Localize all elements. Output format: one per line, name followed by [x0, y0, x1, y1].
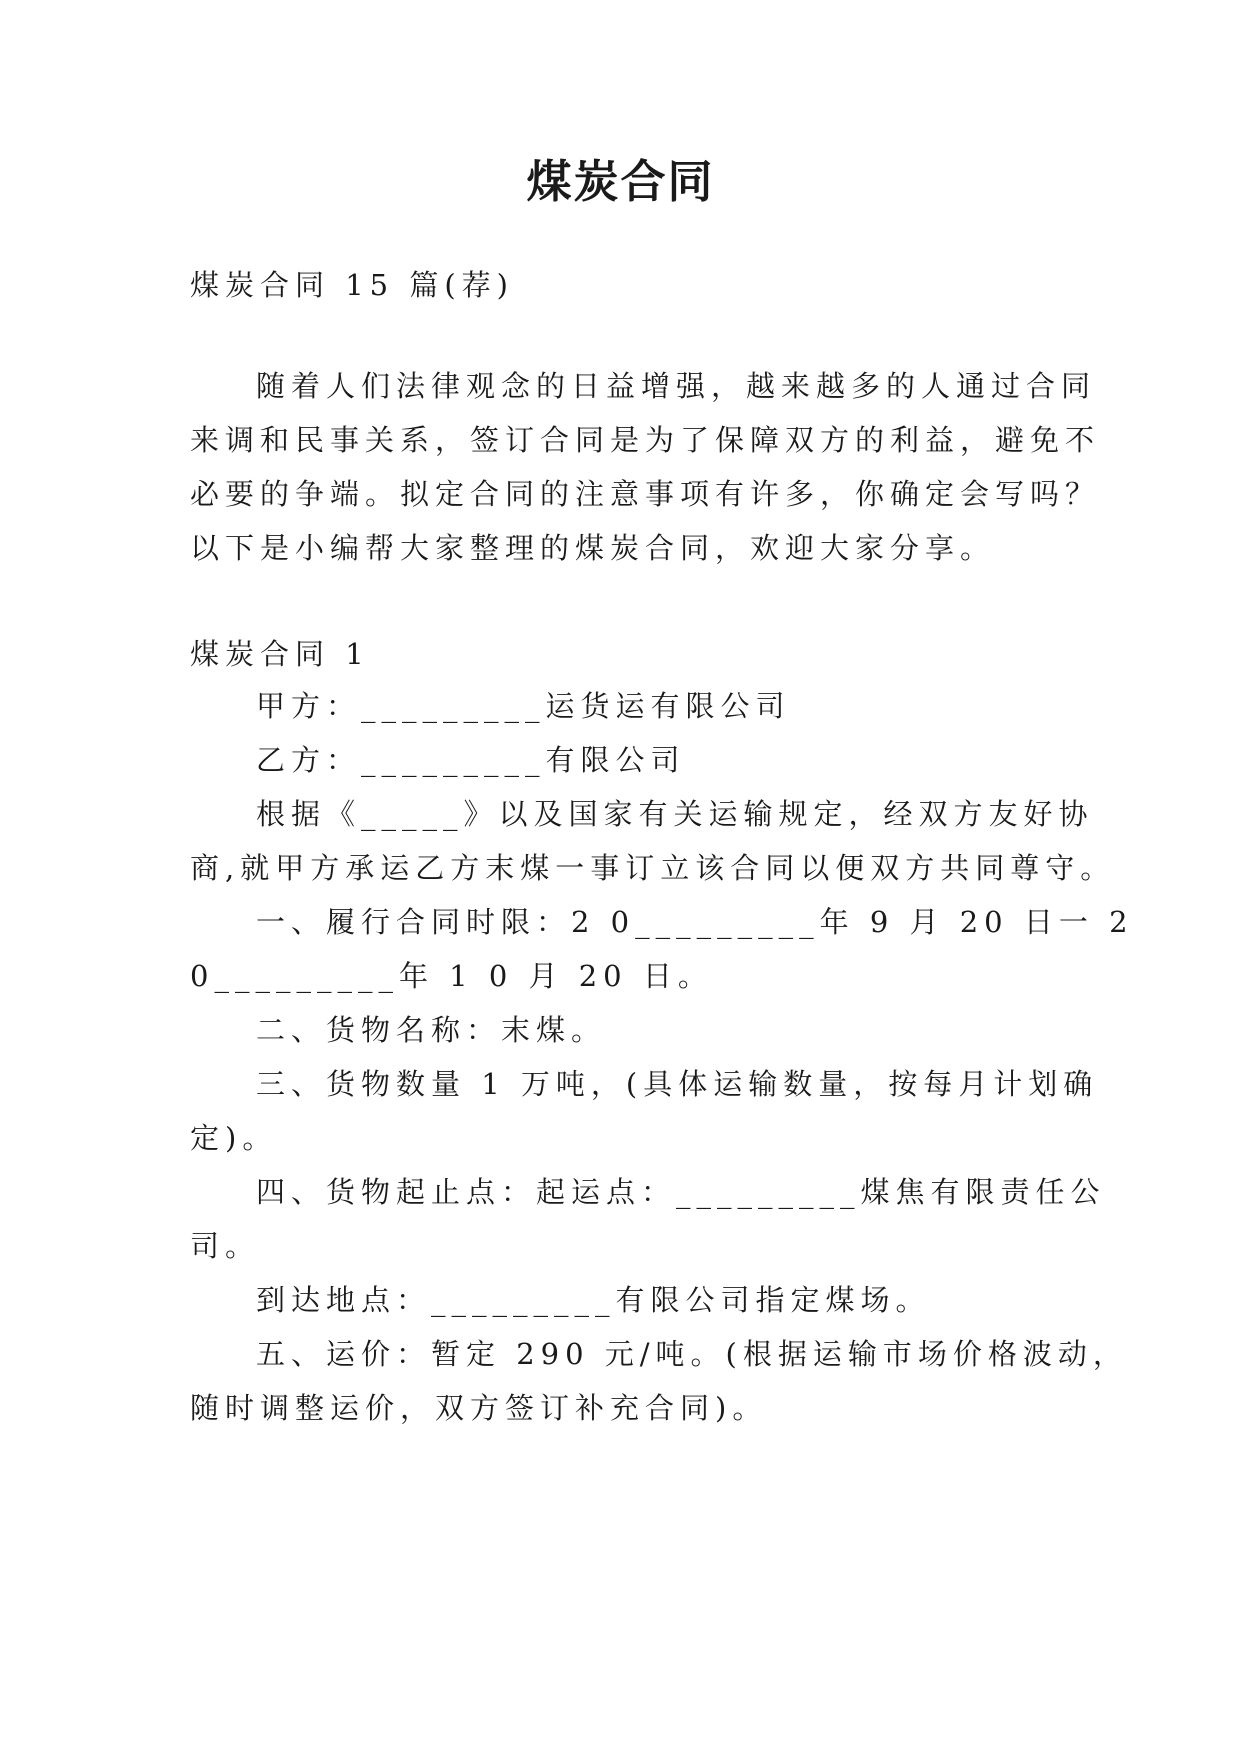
contract-line-goods-quantity: 三、货物数量 1 万吨，(具体运输数量，按每月计划确 — [256, 1067, 1099, 1101]
contract-line-price: 五、运价：暂定 290 元/吨。(根据运输市场价格波动， — [256, 1337, 1128, 1371]
contract-line-party-a: 甲方：_________运货运有限公司 — [256, 689, 791, 723]
contract-line-party-b: 乙方：_________有限公司 — [256, 743, 686, 777]
contract-line-term: 一、履行合同时限：2 0_________年 9 月 20 日一 2 — [256, 905, 1134, 939]
contract-line-basis-cont: 商,就甲方承运乙方末煤一事订立该合同以便双方共同尊守。 — [190, 851, 1116, 885]
intro-line-3: 必要的争端。拟定合同的注意事项有许多，你确定会写吗？ — [190, 477, 1101, 511]
contract-line-price-cont: 随时调整运价，双方签订补充合同)。 — [190, 1391, 768, 1425]
contract-line-term-cont: 0_________年 1 0 月 20 日。 — [190, 959, 713, 993]
contract-line-goods-name: 二、货物名称：末煤。 — [256, 1013, 607, 1047]
contract-line-basis: 根据《_____》以及国家有关运输规定，经双方友好协 — [256, 797, 1094, 831]
contract-line-destination: 到达地点：_________有限公司指定煤场。 — [256, 1283, 931, 1317]
intro-line-2: 来调和民事关系，签订合同是为了保障双方的利益，避免不 — [190, 423, 1101, 457]
intro-line-4: 以下是小编帮大家整理的煤炭合同，欢迎大家分享。 — [190, 531, 996, 565]
contract-line-origin: 四、货物起止点：起运点：_________煤焦有限责任公 — [256, 1175, 1106, 1209]
contract-line-origin-cont: 司。 — [190, 1229, 261, 1263]
section-heading: 煤炭合同 1 — [190, 637, 370, 671]
contract-line-goods-quantity-cont: 定)。 — [190, 1121, 278, 1155]
document-title: 煤炭合同 — [526, 155, 715, 208]
intro-line-1: 随着人们法律观念的日益增强，越来越多的人通过合同 — [256, 369, 1097, 403]
document-subtitle: 煤炭合同 15 篇(荐) — [190, 268, 514, 302]
